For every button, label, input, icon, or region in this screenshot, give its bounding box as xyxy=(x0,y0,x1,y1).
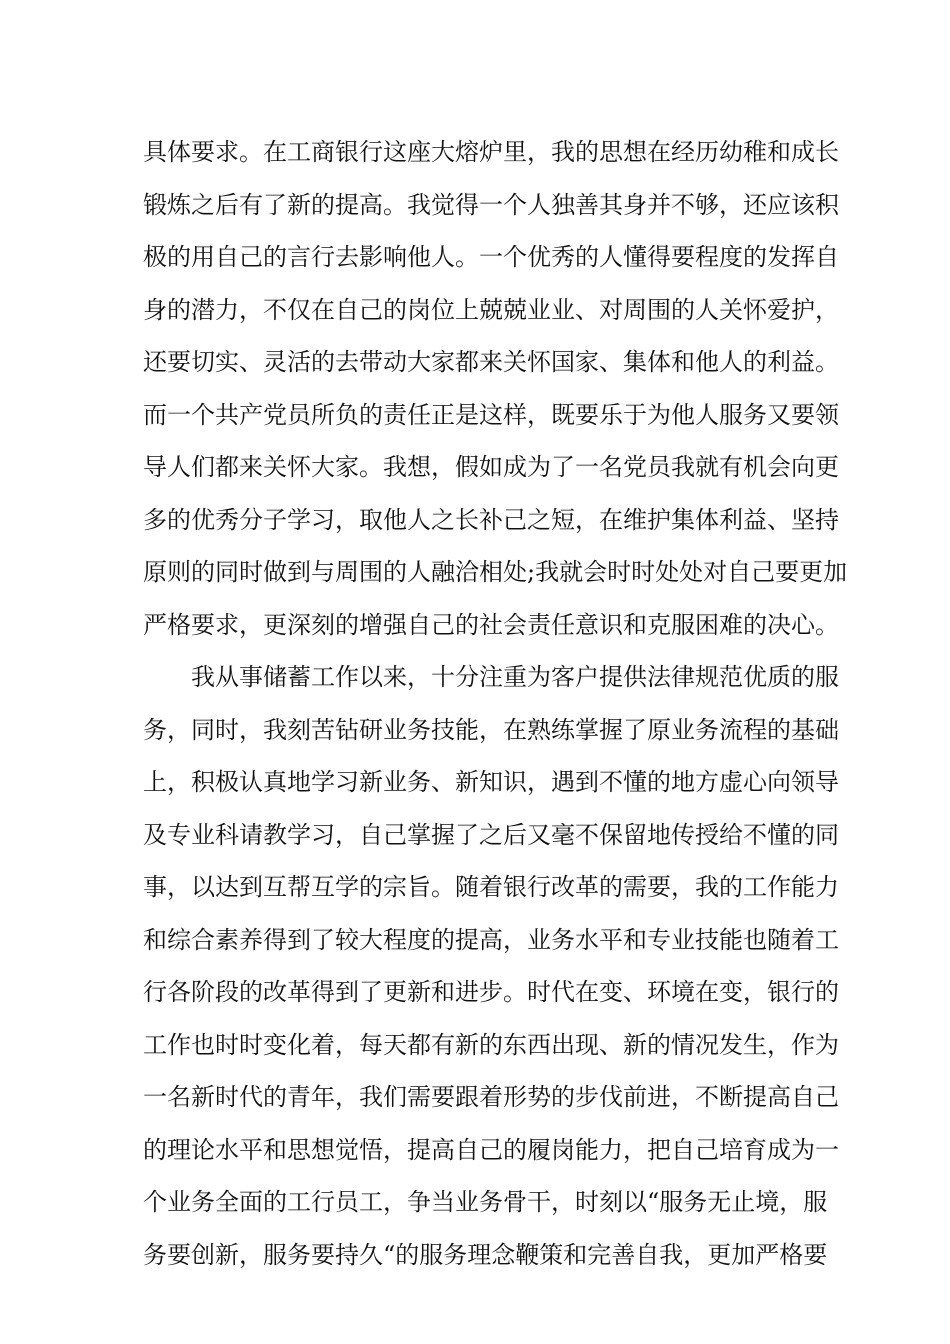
document-page xyxy=(143,126,848,1281)
text-line: 务要创新，服务要持久“的服务理念鞭策和完善自我，更加严格要 xyxy=(143,1240,828,1269)
text-line: 上，积极认真地学习新业务、新知识，遇到不懂的地方虚心向领导 xyxy=(143,768,839,796)
text-line: 还要切实、灵活的去带动大家都来关怀国家、集体和他人的利益。 xyxy=(143,348,839,376)
text-line: 严格要求，更深刻的增强自己的社会责任意识和克服困难的决心。 xyxy=(143,610,839,639)
text-line: 而一个共产党员所负的责任正是这样，既要乐于为他人服务又要领 xyxy=(143,400,839,429)
text-line: 的理论水平和思想觉悟，提高自己的履岗能力，把自己培育成为一 xyxy=(143,1135,839,1164)
text-line: 工作也时时变化着，每天都有新的东西出现、新的情况发生，作为 xyxy=(143,1030,839,1059)
paragraph-2 xyxy=(143,651,839,1281)
text-line: 具体要求。在工商银行这座大熔炉里，我的思想在经历幼稚和成长 xyxy=(143,138,839,166)
text-line: 务，同时，我刻苦钻研业务技能，在熟练掌握了原业务流程的基础 xyxy=(143,715,839,744)
text-line: 一名新时代的青年，我们需要跟着形势的步伐前进，不断提高自己 xyxy=(143,1083,839,1111)
text-line: 身的潜力，不仅在自己的岗位上兢兢业业、对周围的人关怀爱护， xyxy=(143,295,839,324)
paragraph-1 xyxy=(143,126,848,651)
text-line: 行各阶段的改革得到了更新和进步。时代在变、环境在变，银行的 xyxy=(143,978,839,1006)
text-line: 导人们都来关怀大家。我想，假如成为了一名党员我就有机会向更 xyxy=(143,453,839,481)
text-line: 事，以达到互帮互学的宗旨。随着银行改革的需要，我的工作能力 xyxy=(143,873,839,901)
text-line: 和综合素养得到了较大程度的提高，业务水平和专业技能也随着工 xyxy=(143,925,839,954)
text-line: 锻炼之后有了新的提高。我觉得一个人独善其身并不够，还应该积 xyxy=(143,190,839,219)
text-line: 多的优秀分子学习，取他人之长补己之短，在维护集体利益、坚持 xyxy=(143,505,839,534)
text-line: 极的用自己的言行去影响他人。一个优秀的人懂得要程度的发挥自 xyxy=(143,243,839,271)
text-line: 我从事储蓄工作以来，十分注重为客户提供法律规范优质的服 xyxy=(191,663,839,691)
text-line: 个业务全面的工行员工，争当业务骨干，时刻以“服务无止境，服 xyxy=(143,1188,828,1216)
text-line: 及专业科请教学习，自己掌握了之后又毫不保留地传授给不懂的同 xyxy=(143,820,839,849)
text-line: 原则的同时做到与周围的人融洽相处;我就会时时处处对自己要更加 xyxy=(143,558,848,586)
